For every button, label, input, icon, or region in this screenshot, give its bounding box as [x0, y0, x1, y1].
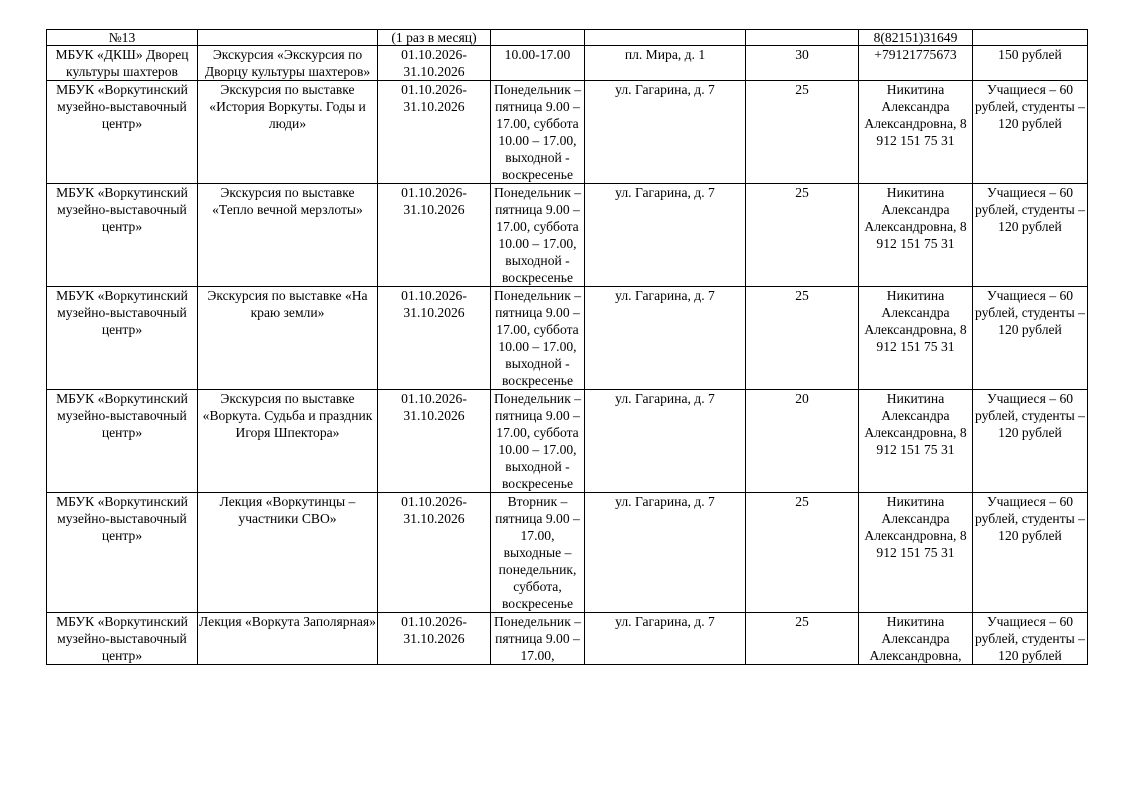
cell-contact: Никитина Александра Александровна, 8 912 151 75 31 [859, 287, 973, 390]
events-table [46, 29, 1088, 665]
cell-dates: 01.10.2026-31.10.2026 [378, 184, 491, 287]
cell-count: 25 [746, 81, 859, 184]
cell-contact: Никитина Александра Александровна, 8 912 151 75 31 [859, 81, 973, 184]
table-row [47, 81, 1088, 184]
cell-dates: 01.10.2026-31.10.2026 [378, 46, 491, 81]
cell-address: ул. Гагарина, д. 7 [585, 613, 746, 665]
cell-price: 150 рублей [973, 46, 1088, 81]
table-row [47, 613, 1088, 665]
cell-hours: Понедельник – пятница 9.00 – 17.00, суббота 10.00 – 17.00, выходной - воскресенье [491, 287, 585, 390]
cell-count: 30 [746, 46, 859, 81]
cell-address: ул. Гагарина, д. 7 [585, 287, 746, 390]
cell-address: ул. Гагарина, д. 7 [585, 493, 746, 613]
cell-price: Учащиеся – 60 рублей, студенты – 120 рублей [973, 184, 1088, 287]
cell-name: Экскурсия по выставке «История Воркуты. Годы и люди» [198, 81, 378, 184]
cell-name: Лекция «Воркутинцы – участники СВО» [198, 493, 378, 613]
cell-dates: 01.10.2026-31.10.2026 [378, 613, 491, 665]
cell-name: Экскурсия по выставке «Воркута. Судьба и праздник Игоря Шпектора» [198, 390, 378, 493]
cell-org: МБУК «Воркутинский музейно-выставочный центр» [47, 493, 198, 613]
cell-count: 25 [746, 287, 859, 390]
cell-hours: Понедельник – пятница 9.00 – 17.00, суббота 10.00 – 17.00, выходной - воскресенье [491, 184, 585, 287]
table-row [47, 184, 1088, 287]
cell-price: Учащиеся – 60 рублей, студенты – 120 рублей [973, 287, 1088, 390]
cell-name [198, 30, 378, 46]
cell-org: МБУК «Воркутинский музейно-выставочный центр» [47, 287, 198, 390]
cell-dates: 01.10.2026-31.10.2026 [378, 390, 491, 493]
cell-count: 25 [746, 493, 859, 613]
cell-org: МБУК «Воркутинский музейно-выставочный центр» [47, 390, 198, 493]
cell-address: ул. Гагарина, д. 7 [585, 81, 746, 184]
cell-hours: 10.00-17.00 [491, 46, 585, 81]
cell-hours: Понедельник – пятница 9.00 – 17.00, суббота 10.00 – 17.00, выходной - воскресенье [491, 81, 585, 184]
cell-hours: Вторник – пятница 9.00 – 17.00, выходные – понедельник, суббота, воскресенье [491, 493, 585, 613]
cell-count: 20 [746, 390, 859, 493]
cell-name: Экскурсия по выставке «На краю земли» [198, 287, 378, 390]
cell-org: №13 [47, 30, 198, 46]
cell-price: Учащиеся – 60 рублей, студенты – 120 рублей [973, 613, 1088, 665]
cell-address [585, 30, 746, 46]
cell-address: пл. Мира, д. 1 [585, 46, 746, 81]
cell-contact: Никитина Александра Александровна, [859, 613, 973, 665]
cell-hours [491, 30, 585, 46]
cell-contact: Никитина Александра Александровна, 8 912 151 75 31 [859, 390, 973, 493]
cell-count: 25 [746, 184, 859, 287]
cell-dates: 01.10.2026-31.10.2026 [378, 493, 491, 613]
cell-name: Лекция «Воркута Заполярная» [198, 613, 378, 665]
cell-contact: +79121775673 [859, 46, 973, 81]
cell-org: МБУК «Воркутинский музейно-выставочный центр» [47, 81, 198, 184]
table-row [47, 287, 1088, 390]
cell-price: Учащиеся – 60 рублей, студенты – 120 рублей [973, 493, 1088, 613]
cell-contact: Никитина Александра Александровна, 8 912 151 75 31 [859, 493, 973, 613]
cell-org: МБУК «Воркутинский музейно-выставочный центр» [47, 613, 198, 665]
cell-dates: (1 раз в месяц) [378, 30, 491, 46]
table-row [47, 46, 1088, 81]
cell-org: МБУК «Воркутинский музейно-выставочный центр» [47, 184, 198, 287]
cell-address: ул. Гагарина, д. 7 [585, 184, 746, 287]
cell-price: Учащиеся – 60 рублей, студенты – 120 рублей [973, 390, 1088, 493]
cell-dates: 01.10.2026-31.10.2026 [378, 81, 491, 184]
cell-contact: 8(82151)31649 [859, 30, 973, 46]
table-row [47, 390, 1088, 493]
cell-contact: Никитина Александра Александровна, 8 912 151 75 31 [859, 184, 973, 287]
cell-count: 25 [746, 613, 859, 665]
cell-price [973, 30, 1088, 46]
cell-count [746, 30, 859, 46]
cell-address: ул. Гагарина, д. 7 [585, 390, 746, 493]
table-row-continued [47, 30, 1088, 46]
cell-name: Экскурсия «Экскурсия по Дворцу культуры шахтеров» [198, 46, 378, 81]
cell-name: Экскурсия по выставке «Тепло вечной мерзлоты» [198, 184, 378, 287]
cell-hours: Понедельник – пятница 9.00 – 17.00, [491, 613, 585, 665]
cell-org: МБУК «ДКШ» Дворец культуры шахтеров [47, 46, 198, 81]
table-row [47, 493, 1088, 613]
cell-hours: Понедельник – пятница 9.00 – 17.00, суббота 10.00 – 17.00, выходной - воскресенье [491, 390, 585, 493]
cell-price: Учащиеся – 60 рублей, студенты – 120 рублей [973, 81, 1088, 184]
cell-dates: 01.10.2026-31.10.2026 [378, 287, 491, 390]
